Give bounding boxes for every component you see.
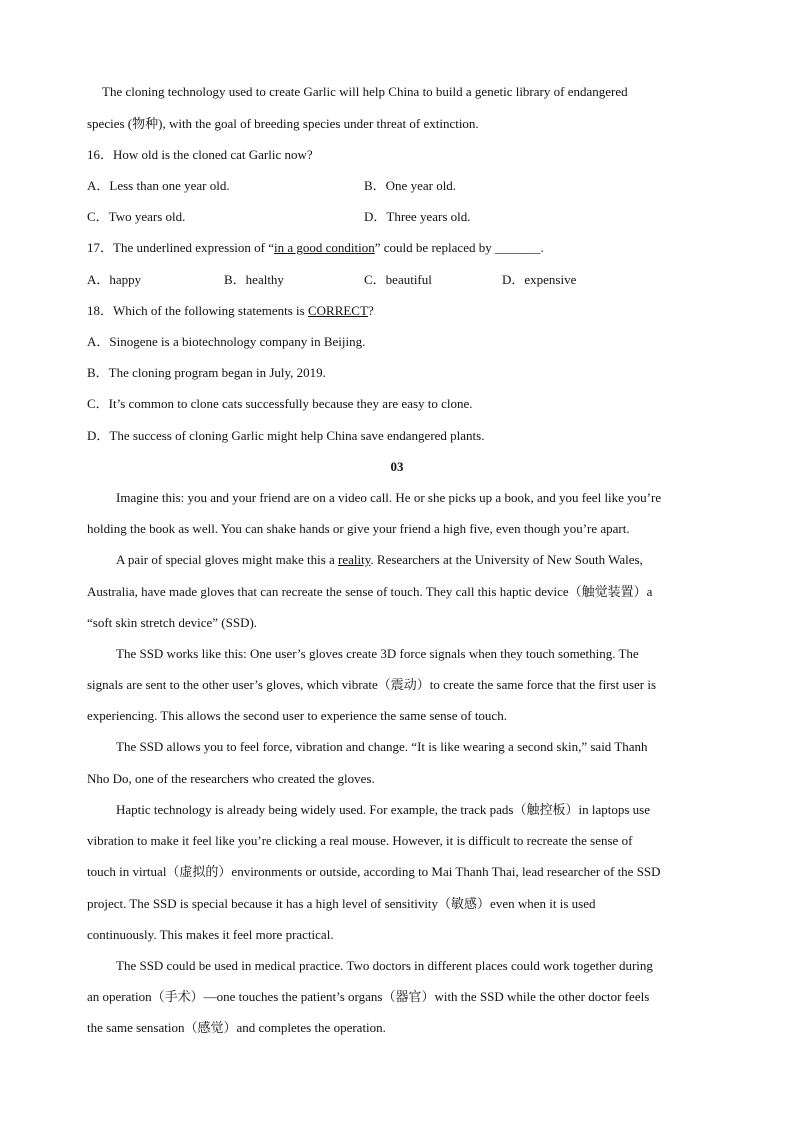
- passage-p5-line-5: continuously. This makes it feel more practical.: [87, 927, 334, 942]
- question-17-stem: [87, 240, 544, 256]
- question-17-option-b: B．healthy: [224, 272, 284, 287]
- question-18-option-b: B．The cloning program began in July, 2019.: [87, 365, 326, 380]
- passage-p3-line-1: The SSD works like this: One user’s gloves create 3D force signals when they touch something. The: [116, 646, 639, 661]
- passage-p6-line-2: an operation（手术）—one touches the patient’s organs（器官）with the SSD while the other doctor feels: [87, 989, 650, 1004]
- question-17-stem-post: ” could be replaced by _______.: [374, 240, 544, 255]
- passage-p2-line-1: [116, 552, 643, 568]
- question-17-stem-pre: 17．The underlined expression of “: [87, 240, 275, 255]
- question-16-option-c: C．Two years old.: [87, 209, 186, 224]
- passage-p1-line-1: Imagine this: you and your friend are on a video call. He or she picks up a book, and you feel like you’re: [116, 490, 662, 505]
- passage-p3-line-2: signals are sent to the other user’s gloves, which vibrate（震动）to create the same force that the first user is: [87, 677, 657, 692]
- passage-p6-line-1: The SSD could be used in medical practice. Two doctors in different places could work together during: [116, 958, 653, 973]
- passage-p3-line-3: experiencing. This allows the second user to experience the same sense of touch.: [87, 708, 507, 723]
- question-17-underlined-expression: in a good condition: [274, 240, 375, 255]
- question-17-option-c: C．beautiful: [364, 272, 432, 287]
- question-16-stem: 16．How old is the cloned cat Garlic now?: [87, 147, 313, 162]
- question-16-option-d: D．Three years old.: [364, 209, 471, 224]
- passage-p5-line-3: touch in virtual（虚拟的）environments or outside, according to Mai Thanh Thai, lead researcher of the SSD: [87, 864, 661, 879]
- passage-p4-line-2: Nho Do, one of the researchers who created the gloves.: [87, 771, 375, 786]
- passage-p2-line-2: Australia, have made gloves that can recreate the sense of touch. They call this haptic device（触觉装置）a: [87, 584, 653, 599]
- question-18-stem: [87, 303, 374, 319]
- question-18-option-a: A．Sinogene is a biotechnology company in Beijing.: [87, 334, 366, 349]
- question-18-option-d: D．The success of cloning Garlic might help China save endangered plants.: [87, 428, 485, 443]
- passage-p2-line-3: “soft skin stretch device” (SSD).: [87, 615, 258, 630]
- intro-line-1: The cloning technology used to create Garlic will help China to build a genetic library of endangered: [102, 84, 628, 99]
- passage-p5-line-4: project. The SSD is special because it has a high level of sensitivity（敏感）even when it is used: [87, 896, 596, 911]
- passage-p1-line-2: holding the book as well. You can shake hands or give your friend a high five, even though you’re apart.: [87, 521, 630, 536]
- passage-p2-post: . Researchers at the University of New South Wales,: [370, 552, 643, 567]
- question-17-option-a: A．happy: [87, 272, 142, 287]
- passage-p5-line-2: vibration to make it feel like you’re clicking a real mouse. However, it is difficult to recreate the sense of: [87, 833, 633, 848]
- question-18-option-c: C．It’s common to clone cats successfully because they are easy to clone.: [87, 396, 473, 411]
- passage-p2-pre: A pair of special gloves might make this a: [116, 552, 339, 567]
- question-17-option-d: D．expensive: [502, 272, 577, 287]
- question-18-underlined-word: CORRECT: [307, 303, 368, 318]
- intro-line-2: species (物种), with the goal of breeding species under threat of extinction.: [87, 116, 479, 131]
- question-18-stem-pre: 18．Which of the following statements is: [87, 303, 308, 318]
- passage-p6-line-3: the same sensation（感觉）and completes the operation.: [87, 1020, 386, 1035]
- question-18-stem-post: ?: [367, 303, 374, 318]
- passage-p4-line-1: The SSD allows you to feel force, vibration and change. “It is like wearing a second skin,” said Thanh: [116, 739, 648, 754]
- section-title: 03: [390, 459, 404, 474]
- passage-p2-underlined-word: reality: [338, 552, 371, 567]
- passage-p5-line-1: Haptic technology is already being widely used. For example, the track pads（触控板）in laptops use: [116, 802, 650, 817]
- question-16-option-a: A．Less than one year old.: [87, 178, 230, 193]
- question-16-option-b: B．One year old.: [364, 178, 457, 193]
